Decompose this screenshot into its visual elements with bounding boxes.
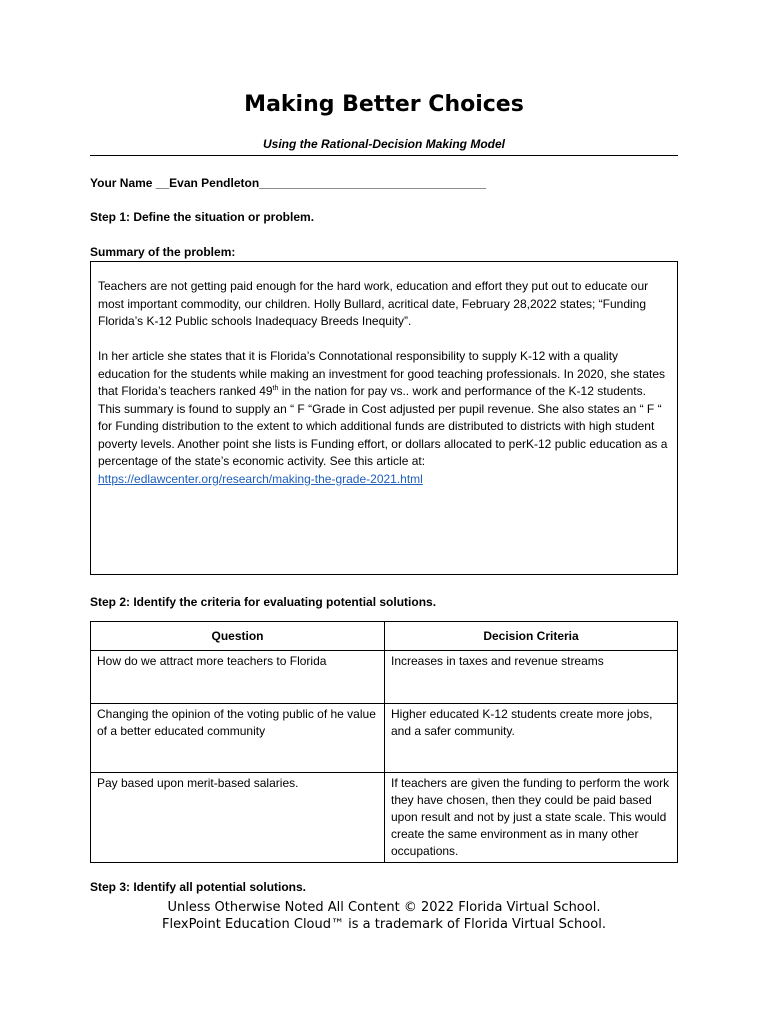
summary-box [90,261,678,575]
question-cell: Pay based upon merit-based salaries. [91,773,385,863]
table-row [91,651,678,704]
ordinal-suffix: th [272,385,279,392]
criteria-cell: Increases in taxes and revenue streams [385,651,678,704]
summary-label: Summary of the problem: [90,245,236,259]
summary-paragraph-2 [98,348,670,488]
footer-line-2: FlexPoint Education Cloud™ is a trademark of Florida Virtual School. [162,917,606,932]
copyright-footer [0,899,768,933]
title-divider [90,155,678,156]
step3-heading: Step 3: Identify all potential solutions. [90,880,307,894]
table-row [91,773,678,863]
summary-paragraph-2-part-b: in the nation for pay vs.. work and performance of the K-12 students. This summary is found to supply an “ F “Grade in Cost adjusted per pupil revenue. She also states an “ F “ for Funding distribution to the extent to which additional funds are distributed to districts with high student poverty levels. Another point she lists is Funding effort, or dollars allocated to perK-12 public education as a percentage of the state’s economic activity. See this article at: [98,384,668,468]
step2-heading: Step 2: Identify the criteria for evaluating potential solutions. [90,595,437,609]
footer-line-1: Unless Otherwise Noted All Content © 2022 Florida Virtual School. [167,900,601,915]
table-header-row [91,622,678,651]
name-line: Your Name __Evan Pendleton__________________________________ [90,176,487,190]
criteria-cell: Higher educated K-12 students create more jobs, and a safer community. [385,704,678,773]
criteria-table [90,621,678,863]
column-header-decision-criteria: Decision Criteria [385,622,678,651]
page-subtitle: Using the Rational-Decision Making Model [262,137,506,151]
summary-paragraph-1: Teachers are not getting paid enough for the hard work, education and effort they put out to educate our most important commodity, our children. Holly Bullard, acritical date, February 28,2022 states; “Funding Florida’s K-12 Public schools Inadequacy Breeds Inequity”. [98,279,649,328]
step1-heading: Step 1: Define the situation or problem. [90,210,315,224]
page-title: Making Better Choices [244,92,524,117]
criteria-cell: If teachers are given the funding to perform the work they have chosen, then they could be paid based upon result and not by just a state scale. This would create the same environment as in many other occupations. [385,773,678,863]
column-header-question: Question [91,622,385,651]
question-cell: How do we attract more teachers to Florida [91,651,385,704]
summary-paragraph-2-part-a: In her article she states that it is Florida’s Connotational responsibility to supply K-12 with a quality education for the students while making an investment for good teaching professionals. In 2020, she states that Florida’s teachers ranked 49 [98,349,666,398]
summary-text [98,278,670,488]
article-link[interactable]: https://edlawcenter.org/research/making-the-grade-2021.html [98,471,423,486]
question-cell: Changing the opinion of the voting public of he value of a better educated community [91,704,385,773]
table-row [91,704,678,773]
